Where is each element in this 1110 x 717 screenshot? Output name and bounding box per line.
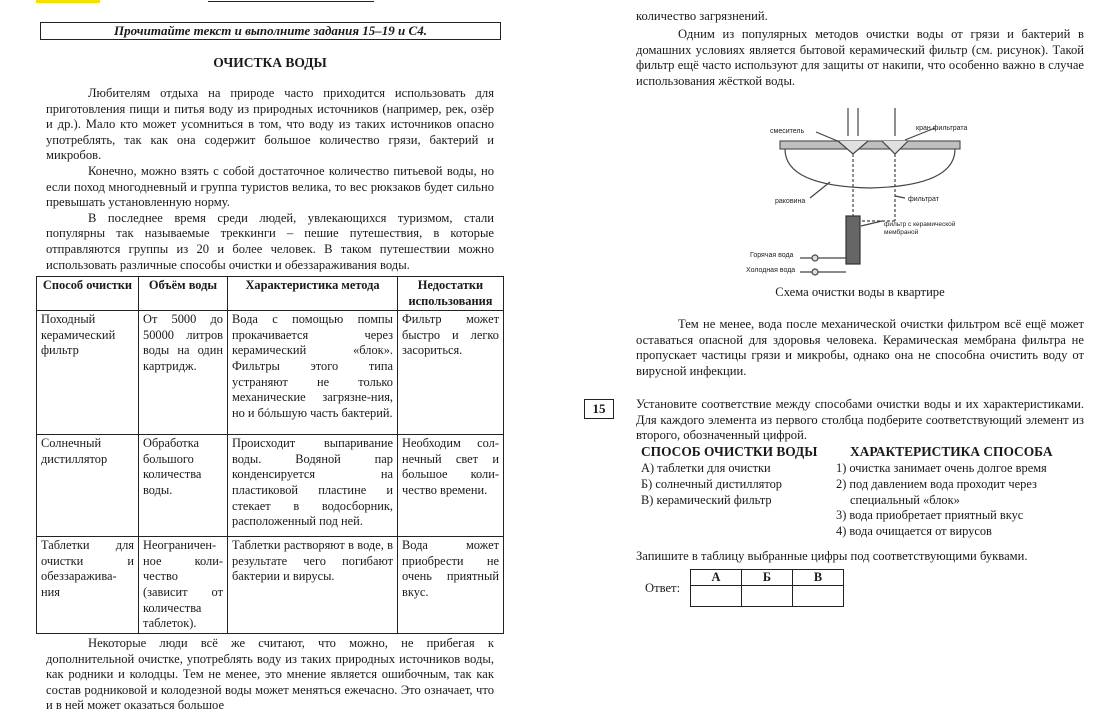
continued-line: количество загрязнений. xyxy=(636,9,768,23)
answer-letter: А xyxy=(691,570,742,586)
characteristic-list xyxy=(836,461,1086,540)
header-highlight xyxy=(36,0,100,3)
list-item: 4) вода очищается от вирусов xyxy=(836,524,992,539)
table-cell: Вода может приобрести не очень приятный вкус. xyxy=(398,537,504,634)
label-cold-water: Холодная вода xyxy=(746,267,796,274)
table-cell: Неограничен-ное коли-чество (зависит от количества таблеток). xyxy=(139,537,228,634)
column-header: Способ очистки xyxy=(37,277,139,311)
paragraph: В последнее время среди людей, увлекающихся туризмом, стали популярны так называемые треккинги – пешие путешествия, в которые отправляются группы из 20 и более человек. В таком путешествии можно использовать различные способы очистки и обеззараживания воды. xyxy=(46,210,494,272)
table-cell: Происходит выпаривание воды. Водяной пар конденсируется на пластиковой пластине и стекает в водосборник, расположенный под ней. xyxy=(228,435,398,537)
paragraph: Любителям отдыха на природе часто приходится использовать для приготовления пищи и питья воду из природных источников (например, рек, озёр и др.). Мало кто может усомниться в том, что воду из таких источников опасно употреблять, так как она содержит большое количество грязи, бактерий и микробов. xyxy=(46,86,494,163)
diagram-caption: Схема очистки воды в квартире xyxy=(775,285,945,299)
countertop xyxy=(780,141,960,149)
list-item: 3) вода приобретает приятный вкус xyxy=(836,508,1024,523)
column-header: Характеристика метода xyxy=(228,277,398,311)
paragraph: Тем не менее, вода после механической очистки фильтром всё ещё может оставаться опасной для здоровья человека. Керамическая мембрана фильтра не пропускает частицы грязи и микробы, однако она не способна очистить воду от вирусной инфекции. xyxy=(636,317,1084,378)
sink-bowl xyxy=(785,149,955,188)
section-banner: Прочитайте текст и выполните задания 15–19 и С4. xyxy=(40,22,501,40)
answer-letter: В xyxy=(793,570,844,586)
answer-input-row[interactable] xyxy=(691,586,844,607)
table-header-row xyxy=(37,277,504,311)
right-column-header: ХАРАКТЕРИСТИКА СПОСОБА xyxy=(850,444,1053,459)
table-cell: Обработка большого количества воды. xyxy=(139,435,228,537)
label-hot-water: Горячая вода xyxy=(750,252,794,259)
list-item: 1) очистка занимает очень долгое время xyxy=(836,461,1047,475)
table-cell: Солнечный дистиллятор xyxy=(37,435,139,537)
method-list xyxy=(641,461,831,508)
list-item: Б) солнечный дистиллятор xyxy=(641,476,782,491)
intro-text xyxy=(46,86,494,273)
question-text: Установите соответствие между способами очистки воды и их характеристиками. Для каждого элемента из первого столбца подберите соответствующий элемент из второго, обозначенный цифрой. xyxy=(636,397,1084,443)
table-row xyxy=(37,311,504,435)
label-filter-2: мембраной xyxy=(884,229,919,236)
methods-table xyxy=(36,276,504,634)
label-mixer: смеситель xyxy=(770,128,805,135)
table-row xyxy=(37,435,504,537)
label-filtrate: фильтрат xyxy=(908,196,939,203)
table-cell: Походный керамический фильтр xyxy=(37,311,139,435)
answer-cell-a[interactable] xyxy=(691,586,742,607)
table-cell: Фильтр может быстро и легко засориться. xyxy=(398,311,504,435)
column-header: Объём воды xyxy=(139,277,228,311)
list-item: В) керамический фильтр xyxy=(641,492,772,507)
header-rule xyxy=(208,1,374,2)
paragraph: Некоторые люди всё же считают, что можно, не прибегая к дополнительной очистке, употреблять воду из таких природных источников воды, как родники и колодцы. Тем не менее, это мнение является ошибочным, так как состав родниковой и колодезной воды может меняться ежечасно. Это означает, что и в ней может оказаться большое xyxy=(46,636,494,713)
column-header: Недостатки использования xyxy=(398,277,504,311)
table-cell: Вода с помощью помпы прокачивается через керамический «блок». Фильтры этого типа устраняют не только механические загрязне-ния, но и бóльшую часть бактерий. xyxy=(228,311,398,435)
label-tap: кран фильтрата xyxy=(916,125,968,132)
filter-diagram xyxy=(740,106,980,276)
list-item: 2) под давлением вода проходит через специальный «блок» xyxy=(836,476,1037,507)
table-cell: Таблетки растворяют в воде, в результате чего погибают бактерии и вирусы. xyxy=(228,537,398,634)
article-title: ОЧИСТКА ВОДЫ xyxy=(213,55,327,70)
answer-cell-b[interactable] xyxy=(742,586,793,607)
table-row xyxy=(37,537,504,634)
label-filter: фильтр с керамической xyxy=(884,221,956,228)
answer-table xyxy=(690,569,844,607)
question-number: 15 xyxy=(584,399,614,419)
paragraph: Одним из популярных методов очистки воды от грязи и бактерий в домашних условиях является бытовой керамический фильтр (см. рисунок). Такой фильтр ещё часто используют для защиты от накипи, что особенно важно в случае использования жёсткой воды. xyxy=(636,27,1084,88)
table-cell: От 5000 до 50000 литров воды на один картридж. xyxy=(139,311,228,435)
answer-letter: Б xyxy=(742,570,793,586)
table-cell: Таблетки для очистки и обеззаражива-ния xyxy=(37,537,139,634)
answer-header-row xyxy=(691,570,844,586)
label-sink: раковина xyxy=(775,198,806,205)
answer-label: Ответ: xyxy=(645,581,681,595)
list-item: А) таблетки для очистки xyxy=(641,461,771,475)
paragraph: Конечно, можно взять с собой достаточное количество питьевой воды, но если поход многодневный и группа туристов велика, то вес рюкзаков будет сильно превышать установленную норму. xyxy=(46,163,494,210)
left-column-header: СПОСОБ ОЧИСТКИ ВОДЫ xyxy=(641,444,818,459)
answer-instruction: Запишите в таблицу выбранные цифры под соответствующими буквами. xyxy=(636,549,1028,563)
answer-cell-c[interactable] xyxy=(793,586,844,607)
filter-cartridge xyxy=(846,216,860,264)
table-cell: Необходим сол-нечный свет и большое коли-чество времени. xyxy=(398,435,504,537)
